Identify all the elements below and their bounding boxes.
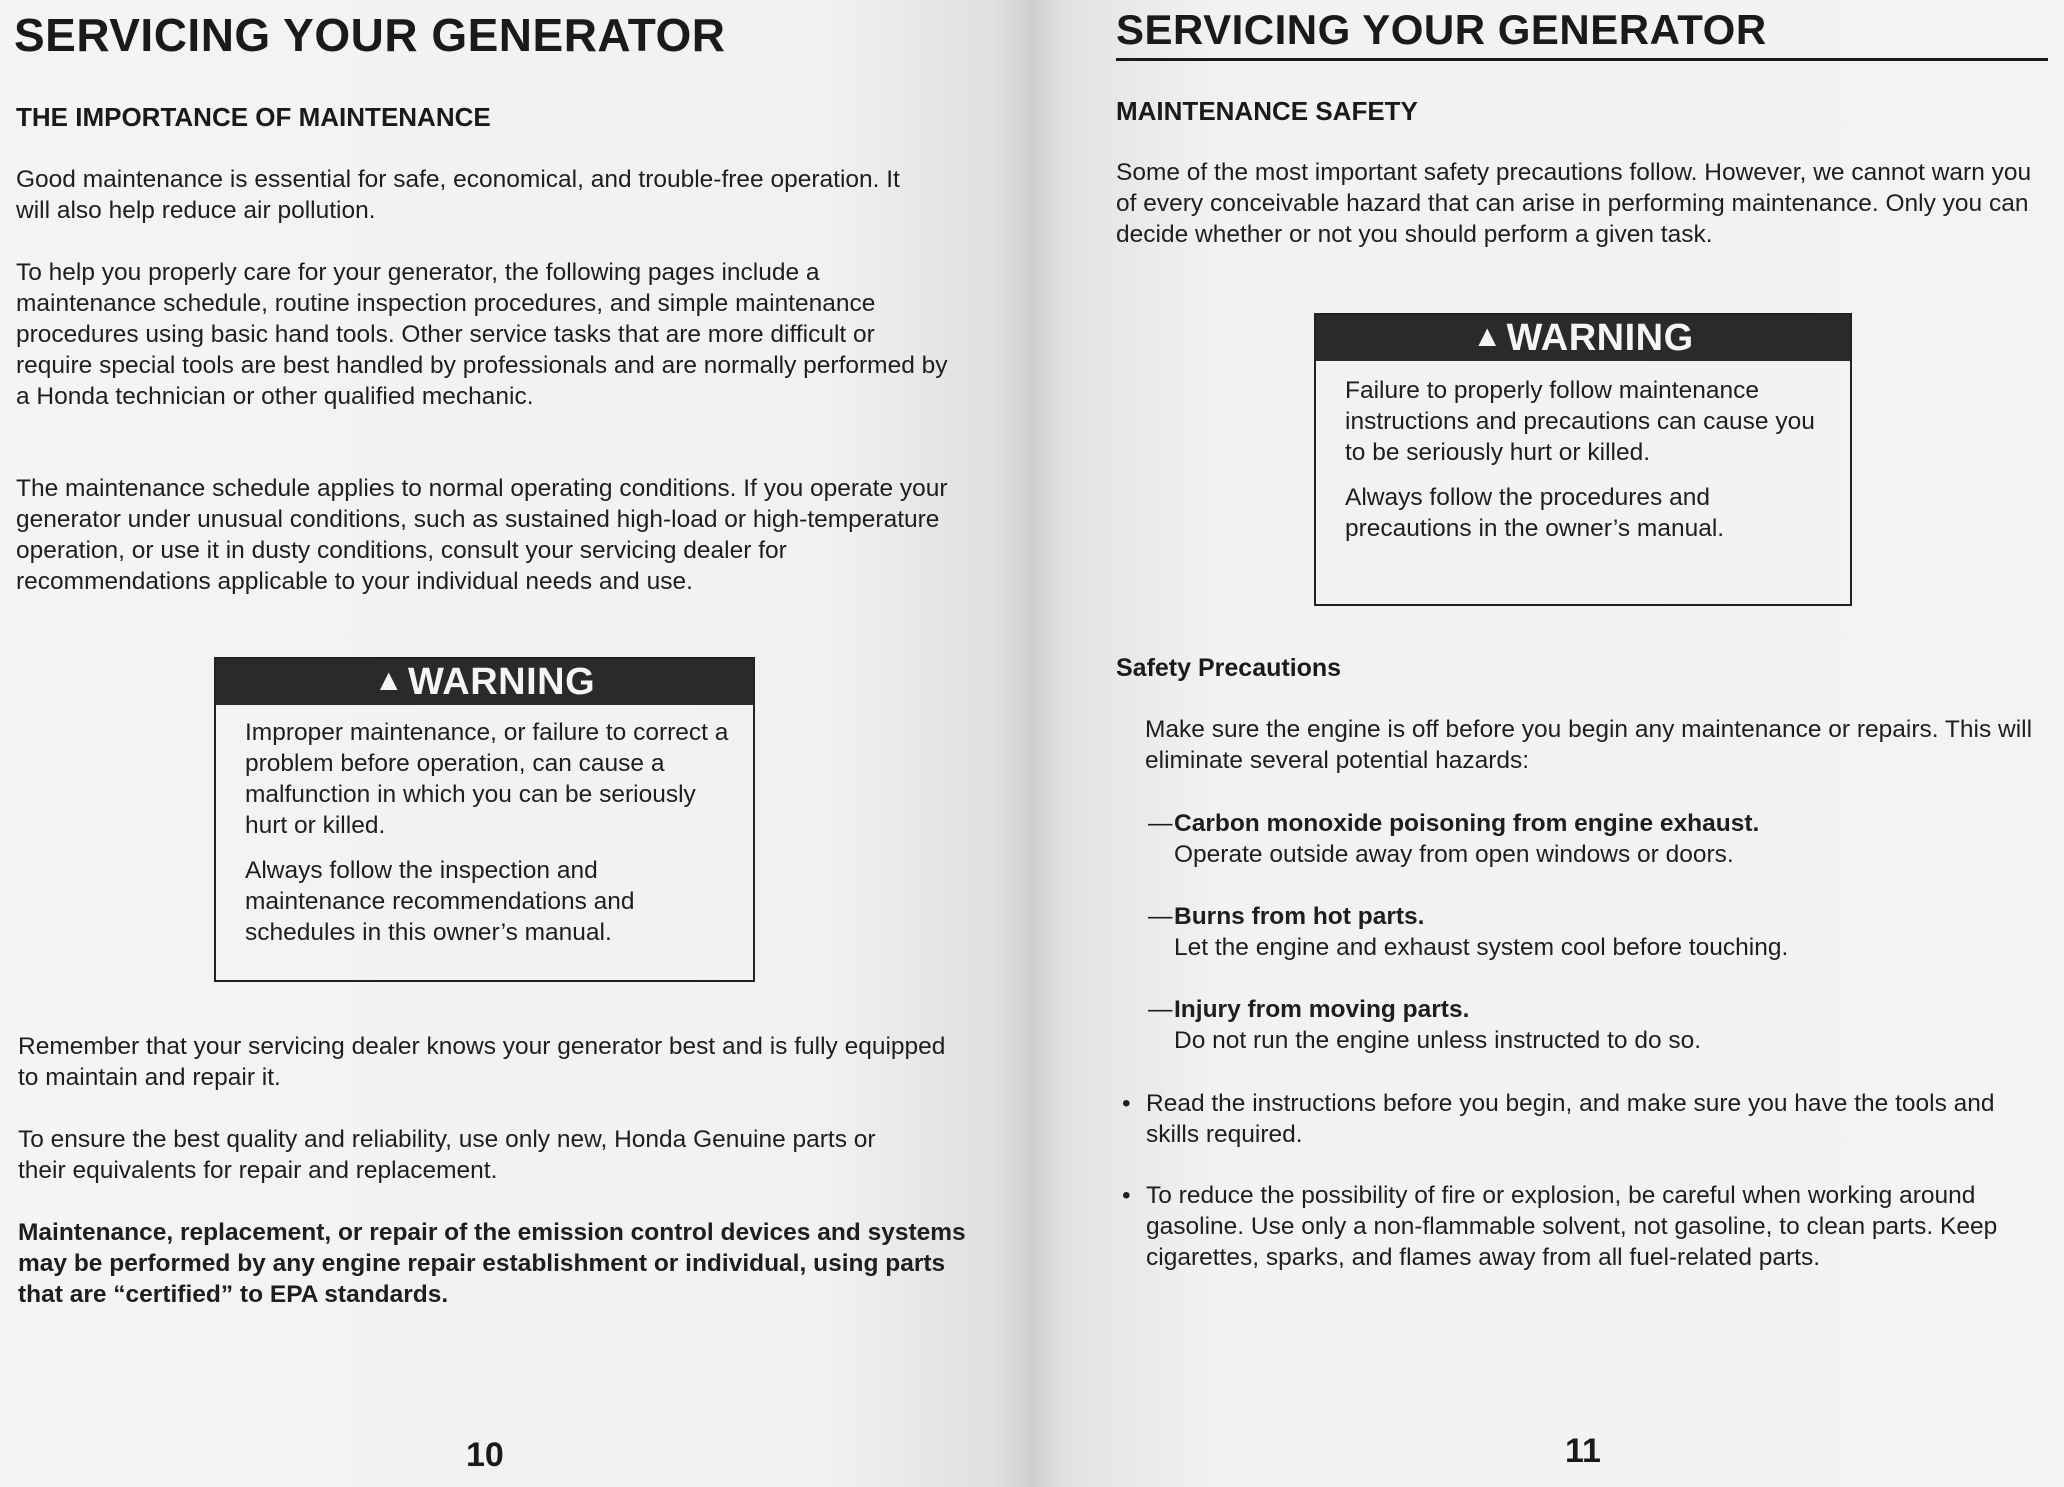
paragraph: The maintenance schedule applies to normal operating conditions. If you operate your generator under unusual conditions, such as sustained high-load or high-temperature operation, or use it in dusty conditions, consult your servicing dealer for recommendations applicable to your individual needs and use.	[16, 475, 948, 595]
hazard-text: Let the engine and exhaust system cool before touching.	[1174, 934, 1789, 961]
warning-text: Improper maintenance, or failure to correct a problem before operation, can cause a malfunction in which you can be seriously hurt or killed.	[245, 719, 729, 839]
bullet-text: Read the instructions before you begin, and make sure you have the tools and skills required.	[1146, 1090, 1995, 1148]
warning-box	[214, 657, 755, 982]
warning-header	[1316, 315, 1850, 361]
dash-marker: —	[1148, 903, 1173, 930]
warning-text: Failure to properly follow maintenance instructions and precautions can cause you to be seriously hurt or killed.	[1345, 377, 1815, 466]
paragraph: To help you properly care for your generator, the following pages include a maintenance schedule, routine inspection procedures, and simple maintenance procedures using basic hand tools. Other service tasks that are more difficult or require special tools are best handled by professionals and are normally performed by a Honda technician or other qualified mechanic.	[16, 259, 948, 410]
hazard-title: Burns from hot parts.	[1174, 903, 1425, 930]
page-title: SERVICING YOUR GENERATOR	[14, 9, 726, 61]
bullet-item	[1122, 1088, 2051, 1150]
hazard-title: Carbon monoxide poisoning from engine exhaust.	[1174, 810, 1760, 837]
paragraph: Good maintenance is essential for safe, economical, and trouble-free operation. It will also help reduce air pollution.	[16, 166, 900, 224]
warning-box	[1314, 313, 1852, 606]
warning-label: WARNING	[1506, 316, 1694, 359]
title-rule	[1116, 58, 2048, 61]
bullet-text: To reduce the possibility of fire or explosion, be careful when working around gasoline. Use only a non-flammable solvent, not gasoline, to clean parts. Keep cigarettes, sparks, and flames away from all fuel-related parts.	[1146, 1182, 1998, 1271]
emission-note: Maintenance, replacement, or repair of the emission control devices and systems may be performed by any engine repair establishment or individual, using parts that are “certified” to EPA standards.	[18, 1219, 966, 1308]
right-page	[1034, 0, 2064, 1487]
warning-text: Always follow the inspection and maintenance recommendations and schedules in this owner’s manual.	[245, 857, 635, 946]
hazard-item	[1148, 994, 2044, 1056]
paragraph: Remember that your servicing dealer knows your generator best and is fully equipped to maintain and repair it.	[18, 1033, 946, 1091]
paragraph: Some of the most important safety precautions follow. However, we cannot warn you of every conceivable hazard that can arise in performing maintenance. Only you can decide whether or not you should perform a given task.	[1116, 159, 2032, 248]
paragraph: To ensure the best quality and reliability, use only new, Honda Genuine parts or their equivalents for repair and replacement.	[18, 1126, 876, 1184]
hazard-text: Operate outside away from open windows or doors.	[1174, 841, 1734, 868]
subheading: Safety Precautions	[1116, 654, 1342, 682]
warning-triangle-icon: ▲	[373, 664, 405, 697]
warning-text: Always follow the procedures and precautions in the owner’s manual.	[1345, 484, 1725, 542]
hazard-item	[1148, 808, 2044, 870]
hazard-text: Do not run the engine unless instructed to do so.	[1174, 1027, 1702, 1054]
dash-marker: —	[1148, 996, 1173, 1023]
hazard-item	[1148, 901, 2044, 963]
section-heading: THE IMPORTANCE OF MAINTENANCE	[16, 102, 491, 132]
bullet-item	[1122, 1180, 2051, 1273]
bullet-icon: •	[1122, 1182, 1131, 1209]
warning-label: WARNING	[408, 660, 596, 703]
hazard-title: Injury from moving parts.	[1174, 996, 1470, 1023]
section-heading: MAINTENANCE SAFETY	[1116, 96, 1418, 126]
warning-triangle-icon: ▲	[1472, 320, 1503, 353]
page-number: 10	[466, 1436, 504, 1474]
bullet-icon: •	[1122, 1090, 1131, 1117]
precaution-intro: Make sure the engine is off before you begin any maintenance or repairs. This will eliminate several potential hazards:	[1145, 716, 2033, 774]
page-number: 11	[1565, 1432, 1601, 1470]
warning-header	[216, 659, 753, 705]
page-title: SERVICING YOUR GENERATOR	[1116, 6, 1767, 53]
dash-marker: —	[1148, 810, 1173, 837]
